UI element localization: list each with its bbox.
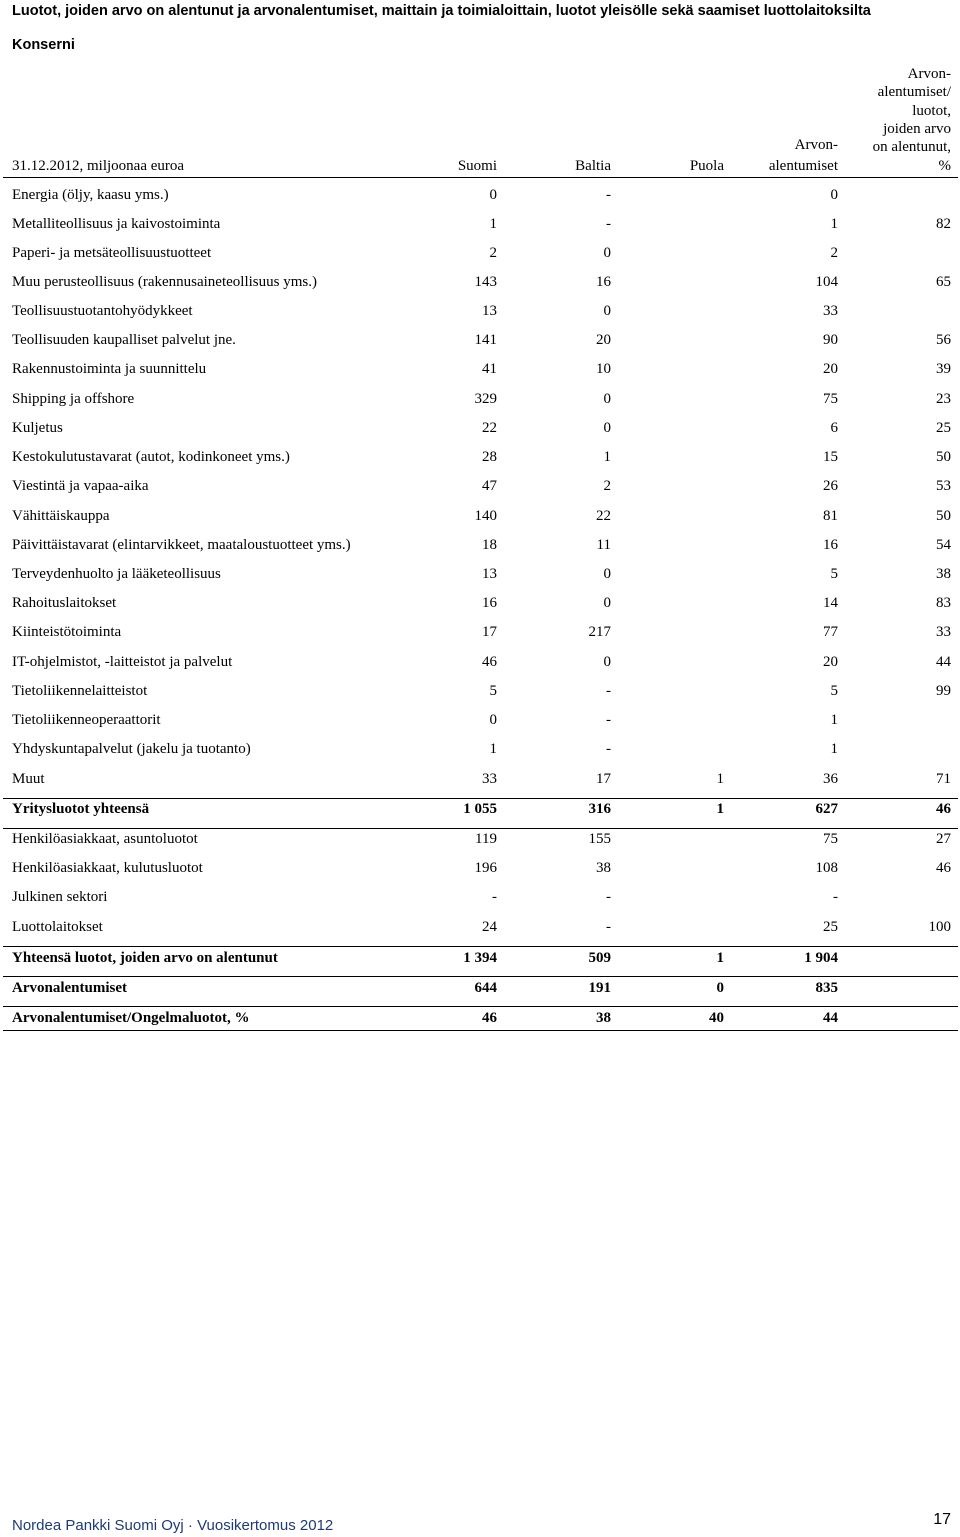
cell-arvonalentumiset: 14 [823,595,838,611]
cell-suomi: 24 [482,919,497,935]
cell-suomi: 1 [489,741,497,757]
table-row [0,329,960,351]
cell-arvonalentumiset: 835 [815,980,838,996]
table-row [0,768,960,790]
table-row [0,709,960,731]
table-row [0,592,960,614]
row-label: Tietoliikenneoperaattorit [12,712,161,728]
cell-pct: 44 [936,654,951,670]
cell-arvonalentumiset: 6 [830,420,838,436]
cell-suomi: 5 [489,683,497,699]
table-row [0,916,960,938]
table-row [0,242,960,264]
header-col-pct-line3: luotot, [912,103,951,119]
cell-pct: 38 [936,566,951,582]
row-label: IT-ohjelmistot, -laitteistot ja palvelut [12,654,233,670]
cell-arvonalentumiset: 104 [815,274,838,290]
cell-arvonalentumiset: 26 [823,478,838,494]
header-col-pct-line4: joiden arvo [883,121,951,137]
cell-pct: 33 [936,624,951,640]
table-row [0,213,960,235]
footer-text: Nordea Pankki Suomi Oyj · Vuosikertomus 2012 [12,1517,334,1534]
cell-arvonalentumiset: 75 [823,831,838,847]
table-row [0,563,960,585]
row-label: Yhdyskuntapalvelut (jakelu ja tuotanto) [12,741,251,757]
cell-suomi: 0 [489,712,497,728]
cell-arvonalentumiset: 33 [823,303,838,319]
cell-suomi: 13 [482,303,497,319]
cell-suomi: 196 [474,860,497,876]
cell-baltia: 20 [596,332,611,348]
row-label: Tietoliikennelaitteistot [12,683,148,699]
table-row [0,886,960,908]
cell-pct: 54 [936,537,951,553]
cell-baltia: 191 [588,980,611,996]
cell-baltia: 17 [596,771,611,787]
row-label: Yhteensä luotot, joiden arvo on alentunut [12,950,278,966]
cell-arvonalentumiset: 81 [823,508,838,524]
row-label: Teollisuuden kaupalliset palvelut jne. [12,332,236,348]
cell-pct: 53 [936,478,951,494]
cell-arvonalentumiset: 20 [823,361,838,377]
cell-baltia: - [606,712,611,728]
table-row [0,358,960,380]
cell-suomi: 18 [482,537,497,553]
header-divider [3,177,958,178]
cell-suomi: 28 [482,449,497,465]
row-label: Muut [12,771,45,787]
cell-suomi: 0 [489,187,497,203]
table-row [0,534,960,556]
cell-baltia: 217 [588,624,611,640]
cell-baltia: 11 [596,537,611,553]
row-label: Rahoituslaitokset [12,595,117,611]
cell-baltia: - [606,889,611,905]
cell-suomi: 644 [474,980,497,996]
cell-baltia: 316 [588,801,611,817]
table-row [0,680,960,702]
row-label: Shipping ja offshore [12,391,135,407]
cell-suomi: - [492,889,497,905]
cell-suomi: 143 [474,274,497,290]
cell-baltia: - [606,741,611,757]
cell-arvonalentumiset: 90 [823,332,838,348]
cell-baltia: 155 [588,831,611,847]
row-label: Arvonalentumiset [12,980,127,996]
cell-arvonalentumiset: 15 [823,449,838,465]
cell-arvonalentumiset: 44 [823,1010,838,1026]
cell-suomi: 13 [482,566,497,582]
cell-arvonalentumiset: 20 [823,654,838,670]
cell-pct: 46 [936,860,951,876]
row-label: Metalliteollisuus ja kaivostoiminta [12,216,221,232]
cell-suomi: 17 [482,624,497,640]
group-label: Konserni [12,37,75,53]
table-row [0,417,960,439]
cell-baltia: 2 [603,478,611,494]
cell-suomi: 140 [474,508,497,524]
row-label: Päivittäistavarat (elintarvikkeet, maataloustuotteet yms.) [12,537,351,553]
cell-baltia: 22 [596,508,611,524]
row-label: Teollisuustuotantohyödykkeet [12,303,193,319]
cell-pct: 27 [936,831,951,847]
cell-suomi: 1 [489,216,497,232]
table-row [0,271,960,293]
cell-puola: 1 [716,801,724,817]
cell-baltia: 16 [596,274,611,290]
row-divider [3,1030,958,1031]
cell-suomi: 41 [482,361,497,377]
header-col-arvon-line1: Arvon- [794,137,838,153]
row-divider [3,946,958,947]
table-row [0,505,960,527]
header-col-pct-line2: alentumiset/ [877,84,951,100]
cell-arvonalentumiset: 25 [823,919,838,935]
cell-pct: 83 [936,595,951,611]
cell-arvonalentumiset: 1 [830,216,838,232]
row-label: Vähittäiskauppa [12,508,110,524]
row-label: Paperi- ja metsäteollisuustuotteet [12,245,212,261]
cell-arvonalentumiset: 2 [830,245,838,261]
cell-puola: 1 [716,950,724,966]
table-row [0,738,960,760]
cell-baltia: 0 [603,654,611,670]
table-row [0,947,960,969]
cell-suomi: 329 [474,391,497,407]
header-col-suomi: Suomi [457,158,497,174]
cell-baltia: - [606,216,611,232]
cell-suomi: 46 [482,1010,497,1026]
cell-arvonalentumiset: 1 [830,741,838,757]
cell-baltia: 0 [603,391,611,407]
table-row [0,1007,960,1029]
table-row [0,300,960,322]
table-row [0,388,960,410]
cell-pct: 100 [928,919,951,935]
cell-suomi: 2 [489,245,497,261]
table-row [0,446,960,468]
cell-baltia: - [606,683,611,699]
cell-arvonalentumiset: 75 [823,391,838,407]
table-row [0,184,960,206]
header-col-pct-line1: Arvon- [907,66,951,82]
row-label: Rakennustoiminta ja suunnittelu [12,361,207,377]
cell-arvonalentumiset: 108 [815,860,838,876]
cell-pct: 23 [936,391,951,407]
row-label: Henkilöasiakkaat, asuntoluotot [12,831,198,847]
cell-arvonalentumiset: 5 [830,683,838,699]
cell-arvonalentumiset: - [833,889,838,905]
table-row [0,621,960,643]
row-label: Terveydenhuolto ja lääketeollisuus [12,566,221,582]
header-col-puola: Puola [689,158,724,174]
cell-baltia: 38 [596,1010,611,1026]
cell-baltia: - [606,187,611,203]
header-col-arvon-line2: alentumiset [768,158,838,174]
cell-arvonalentumiset: 627 [815,801,838,817]
cell-suomi: 22 [482,420,497,436]
table-row [0,828,960,850]
header-col-pct-line6: % [938,158,951,174]
cell-baltia: 0 [603,595,611,611]
cell-suomi: 119 [475,831,497,847]
cell-pct: 25 [936,420,951,436]
cell-baltia: 509 [588,950,611,966]
cell-pct: 50 [936,449,951,465]
row-label: Kiinteistötoiminta [12,624,122,640]
row-divider [3,798,958,799]
header-col-pct-line5: on alentunut, [872,139,951,155]
cell-arvonalentumiset: 0 [830,187,838,203]
cell-puola: 0 [716,980,724,996]
row-label: Julkinen sektori [12,889,108,905]
cell-baltia: 0 [603,303,611,319]
cell-baltia: 0 [603,566,611,582]
row-label: Kuljetus [12,420,63,436]
cell-baltia: 0 [603,245,611,261]
cell-arvonalentumiset: 1 [830,712,838,728]
cell-arvonalentumiset: 1 904 [804,950,838,966]
row-label: Luottolaitokset [12,919,103,935]
cell-pct: 65 [936,274,951,290]
cell-puola: 1 [716,771,724,787]
page-title: Luotot, joiden arvo on alentunut ja arvonalentumiset, maittain ja toimialoittain, luotot yleisölle sekä saamiset luottolaitoksilta [12,3,871,19]
row-label: Arvonalentumiset/Ongelmaluotot, % [12,1010,250,1026]
row-label: Muu perusteollisuus (rakennusaineteollisuus yms.) [12,274,317,290]
table-row [0,857,960,879]
cell-baltia: - [606,919,611,935]
cell-pct: 50 [936,508,951,524]
cell-pct: 99 [936,683,951,699]
cell-pct: 46 [936,801,951,817]
table-row [0,977,960,999]
row-label: Kestokulutustavarat (autot, kodinkoneet yms.) [12,449,290,465]
page-number: 17 [933,1511,951,1528]
row-label: Yritysluotot yhteensä [12,801,150,817]
cell-baltia: 1 [603,449,611,465]
cell-suomi: 33 [482,771,497,787]
cell-suomi: 47 [482,478,497,494]
cell-arvonalentumiset: 36 [823,771,838,787]
header-date-label: 31.12.2012, miljoonaa euroa [12,158,185,174]
cell-suomi: 141 [474,332,497,348]
cell-suomi: 46 [482,654,497,670]
row-label: Henkilöasiakkaat, kulutusluotot [12,860,203,876]
cell-suomi: 16 [482,595,497,611]
row-label: Viestintä ja vapaa-aika [12,478,149,494]
cell-pct: 56 [936,332,951,348]
cell-pct: 39 [936,361,951,377]
cell-pct: 71 [936,771,951,787]
row-divider [3,828,958,829]
cell-puola: 40 [709,1010,724,1026]
cell-suomi: 1 394 [463,950,497,966]
cell-arvonalentumiset: 5 [830,566,838,582]
cell-baltia: 0 [603,420,611,436]
cell-pct: 82 [936,216,951,232]
header-col-baltia: Baltia [575,158,611,174]
row-label: Energia (öljy, kaasu yms.) [12,187,169,203]
cell-arvonalentumiset: 77 [823,624,838,640]
cell-baltia: 38 [596,860,611,876]
cell-suomi: 1 055 [463,801,497,817]
cell-arvonalentumiset: 16 [823,537,838,553]
row-divider [3,976,958,977]
row-divider [3,1006,958,1007]
cell-baltia: 10 [596,361,611,377]
table-row [0,475,960,497]
table-row [0,651,960,673]
table-row [0,798,960,820]
